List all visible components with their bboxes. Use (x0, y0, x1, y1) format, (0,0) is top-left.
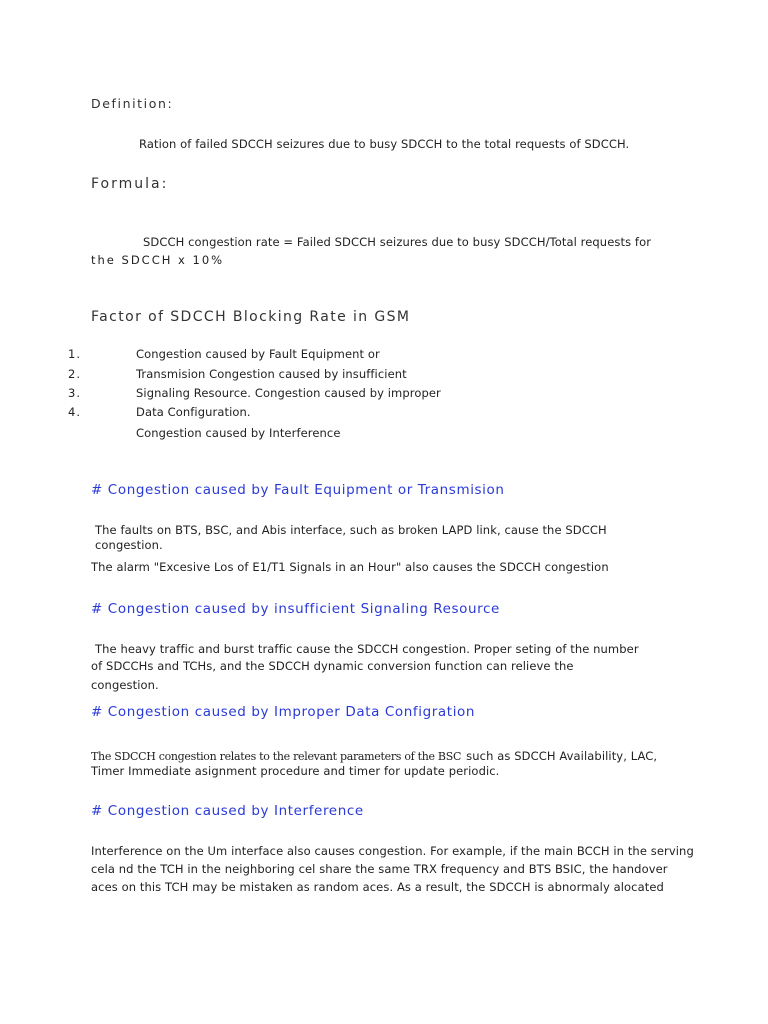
factor-line-3: Signaling Resource. Congestion caused by improper (136, 386, 441, 400)
factor-line-1: Congestion caused by Fault Equipment or (136, 347, 380, 361)
section-heading-config: # Congestion caused by Improper Data Configration (91, 704, 476, 720)
list-number-1: 1. (68, 347, 81, 361)
section-heading-interference: # Congestion caused by Interference (91, 803, 364, 819)
config-line-1-serif: The SDCCH congestion relates to the relevant parameters of the BSC (91, 750, 462, 763)
config-line-2: Timer Immediate asignment procedure and timer for update periodic. (91, 764, 500, 778)
interference-line-2: cela nd the TCH in the neighboring cel share the same TRX frequency and BTS BSIC, the handover (91, 862, 668, 876)
formula-label: Formula: (91, 176, 169, 192)
interference-line-1: Interference on the Um interface also causes congestion. For example, if the main BCCH in the serving (91, 844, 694, 858)
signaling-line-2: of SDCCHs and TCHs, and the SDCCH dynamic conversion function can relieve the (91, 659, 574, 673)
fault-line-1: The faults on BTS, BSC, and Abis interface, such as broken LAPD link, cause the SDCCH (95, 523, 607, 537)
list-number-3: 3. (68, 386, 81, 400)
formula-line-2: the SDCCH x 10% (91, 253, 225, 267)
factor-line-4: Data Configuration. (136, 405, 251, 419)
signaling-line-3: congestion. (91, 678, 159, 692)
config-line-1 (91, 745, 657, 764)
list-number-4: 4. (68, 405, 81, 419)
interference-line-3: aces on this TCH may be mistaken as random aces. As a result, the SDCCH is abnormaly alocated (91, 880, 664, 894)
definition-text: Ration of failed SDCCH seizures due to busy SDCCH to the total requests of SDCCH. (139, 137, 630, 151)
definition-label: Definition: (91, 96, 174, 111)
formula-line-1: SDCCH congestion rate = Failed SDCCH seizures due to busy SDCCH/Total requests for (143, 235, 652, 249)
signaling-line-1: The heavy traffic and burst traffic cause the SDCCH congestion. Proper seting of the number (95, 642, 639, 656)
fault-line-3: The alarm "Excesive Los of E1/T1 Signals in an Hour" also causes the SDCCH congestion (91, 560, 609, 574)
factor-line-5: Congestion caused by Interference (136, 426, 341, 440)
section-heading-fault: # Congestion caused by Fault Equipment or Transmision (91, 482, 505, 498)
list-number-2: 2. (68, 367, 81, 381)
config-line-1-rest: such as SDCCH Availability, LAC, (466, 749, 658, 763)
factor-line-2: Transmision Congestion caused by insufficient (136, 367, 407, 381)
factors-heading: Factor of SDCCH Blocking Rate in GSM (91, 309, 411, 325)
fault-line-2: congestion. (95, 538, 163, 552)
section-heading-signaling: # Congestion caused by insufficient Signaling Resource (91, 601, 500, 617)
